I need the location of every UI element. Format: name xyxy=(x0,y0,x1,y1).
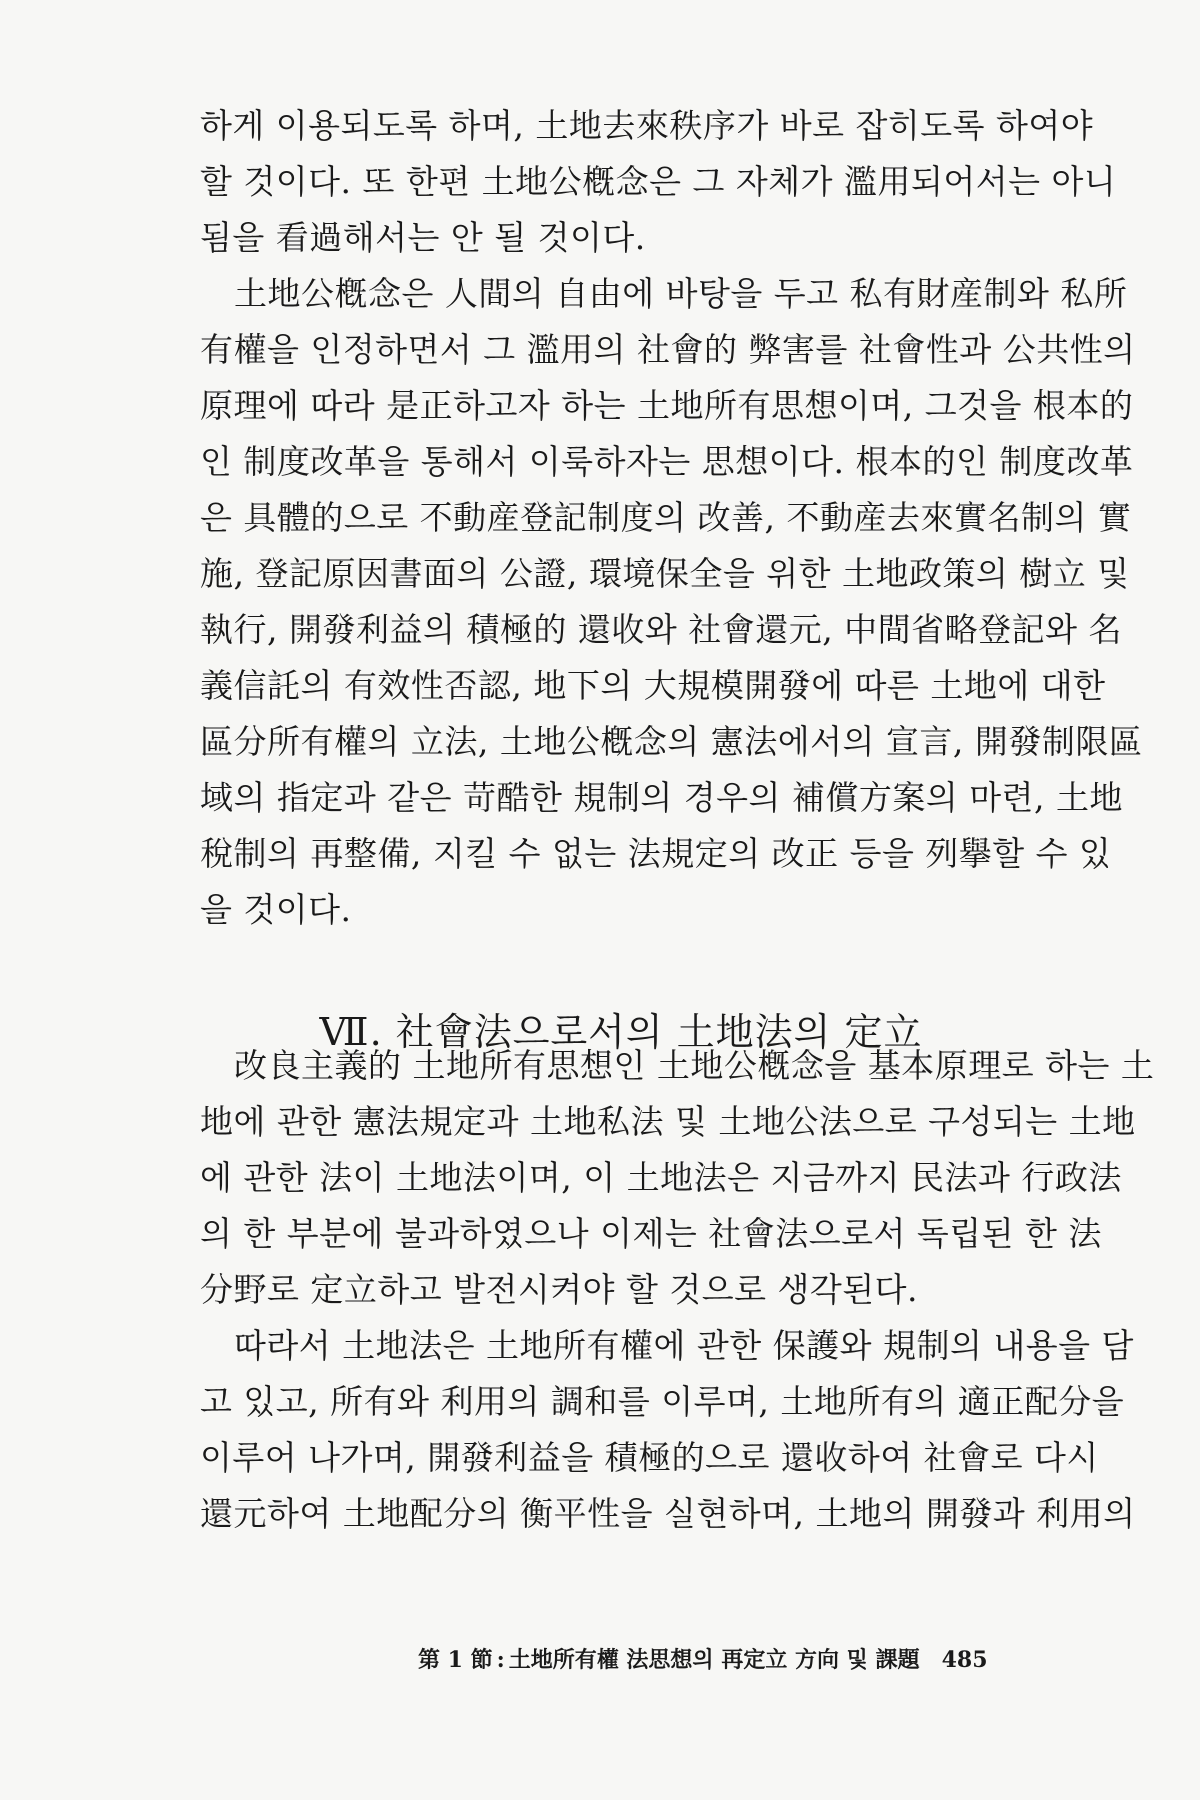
body-text-top xyxy=(200,98,1143,938)
text-line: 執行, 開發利益의 積極的 還收와 社會還元, 中間省略登記와 名 xyxy=(200,610,1123,649)
text-line: 稅制의 再整備, 지킬 수 없는 法規定의 改正 등을 列擧할 수 있 xyxy=(200,834,1112,873)
running-footer xyxy=(418,1640,988,1680)
text-line: 따라서 土地法은 土地所有權에 관한 保護와 規制의 내용을 담 xyxy=(234,1326,1134,1365)
text-line: 이루어 나가며, 開發利益을 積極的으로 還收하여 社會로 다시 xyxy=(200,1438,1099,1477)
text-line: 인 制度改革을 통해서 이룩하자는 思想이다. 根本的인 制度改革 xyxy=(200,442,1134,481)
text-line: 土地公槪念은 人間의 自由에 바탕을 두고 私有財産制와 私所 xyxy=(234,274,1128,313)
text-line: 地에 관한 憲法規定과 土地私法 및 土地公法으로 구성되는 土地 xyxy=(200,1102,1136,1141)
text-line: 됨을 看過해서는 안 될 것이다. xyxy=(200,218,646,257)
text-line: 할 것이다. 또 한편 土地公槪念은 그 자체가 濫用되어서는 아니 xyxy=(200,162,1117,201)
body-text-bottom xyxy=(200,1038,1155,1542)
text-line: 分野로 定立하고 발전시켜야 할 것으로 생각된다. xyxy=(200,1270,918,1309)
text-line: 하게 이용되도록 하며, 土地去來秩序가 바로 잡히도록 하여야 xyxy=(200,106,1094,145)
footer-chapter: 第 1 節 xyxy=(418,1647,493,1673)
text-line: 還元하여 土地配分의 衡平性을 실현하며, 土地의 開發과 利用의 xyxy=(200,1494,1136,1533)
text-line: 有權을 인정하면서 그 濫用의 社會的 弊害를 社會性과 公共性의 xyxy=(200,330,1136,369)
text-line: 의 한 부분에 불과하였으나 이제는 社會法으로서 독립된 한 法 xyxy=(200,1214,1102,1253)
footer-separator: : xyxy=(496,1647,505,1673)
text-line: 에 관한 法이 土地法이며, 이 土地法은 지금까지 民法과 行政法 xyxy=(200,1158,1122,1197)
page-number: 485 xyxy=(941,1647,988,1673)
footer-title: 土地所有權 法思想의 再定立 方向 및 課題 xyxy=(508,1647,920,1673)
text-line: 은 具體的으로 不動産登記制度의 改善, 不動産去來實名制의 實 xyxy=(200,498,1132,537)
text-line: 을 것이다. xyxy=(200,890,352,929)
text-line: 改良主義的 土地所有思想인 土地公槪念을 基本原理로 하는 土 xyxy=(234,1046,1155,1085)
text-line: 域의 指定과 같은 苛酷한 規制의 경우의 補償方案의 마련, 土地 xyxy=(200,778,1123,817)
text-line: 고 있고, 所有와 利用의 調和를 이루며, 土地所有의 適正配分을 xyxy=(200,1382,1125,1421)
text-line: 施, 登記原因書面의 公證, 環境保全을 위한 土地政策의 樹立 및 xyxy=(200,554,1130,593)
text-line: 義信託의 有效性否認, 地下의 大規模開發에 따른 土地에 대한 xyxy=(200,666,1106,705)
text-line: 原理에 따라 是正하고자 하는 土地所有思想이며, 그것을 根本的 xyxy=(200,386,1134,425)
section-heading: Ⅶ. 社會法으로서의 土地法의 定立 xyxy=(319,1009,923,1054)
text-line: 區分所有權의 立法, 土地公槪念의 憲法에서의 宣言, 開發制限區 xyxy=(200,722,1143,761)
